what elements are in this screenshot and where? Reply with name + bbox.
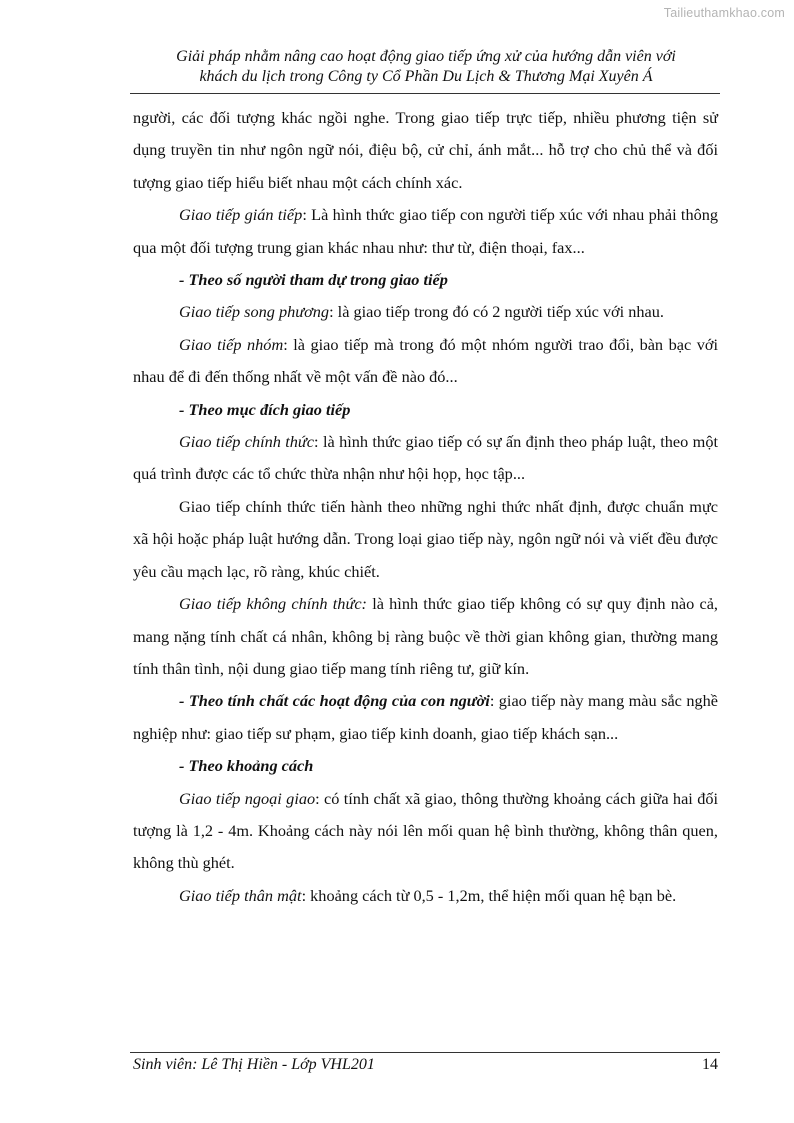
paragraph-10 bbox=[133, 880, 718, 912]
paragraph-9-text: : có tính chất xã giao, thông thường khoảng cách giữa hai đối tượng là 1,2 - 4m. Khoảng cách này nói lên mối quan hệ bình thường, không thân quen, không thù ghét. bbox=[133, 788, 718, 873]
paragraph-1: người, các đối tượng khác ngồi nghe. Trong giao tiếp trực tiếp, nhiều phương tiện sử dụng truyền tin như ngôn ngữ nói, điệu bộ, cử chỉ, ánh mắt... hỗ trợ cho chủ thể và đối tượng giao tiếp hiểu biết nhau một cách chính xác. bbox=[133, 108, 718, 192]
paragraph-2 bbox=[133, 199, 718, 264]
term-bilateral: Giao tiếp song phương bbox=[179, 302, 330, 322]
header-divider bbox=[130, 93, 720, 94]
paragraph-2-text: : Là hình thức giao tiếp con người tiếp xúc với nhau phải thông qua một đối tượng trung gian khác nhau như: thư từ, điện thoại, fax... bbox=[133, 205, 719, 257]
heading-participants: - Theo số người tham dự trong giao tiếp bbox=[179, 270, 448, 290]
watermark: Tailieuthamkhao.com bbox=[663, 6, 785, 20]
paragraph-8 bbox=[133, 685, 718, 750]
paragraph-7 bbox=[133, 588, 718, 685]
header-line-1: Giải pháp nhằm nâng cao hoạt động giao tiếp ứng xử của hướng dẫn viên với bbox=[176, 48, 676, 65]
paragraph-4 bbox=[133, 329, 718, 394]
term-intimate: Giao tiếp thân mật bbox=[179, 885, 302, 905]
heading-activity-nature: - Theo tính chất các hoạt động của con người bbox=[179, 691, 490, 711]
document-body bbox=[133, 102, 718, 912]
paragraph-3-text: : là giao tiếp trong đó có 2 người tiếp xúc với nhau. bbox=[329, 302, 664, 322]
term-informal: Giao tiếp không chính thức: bbox=[179, 594, 367, 614]
term-formal: Giao tiếp chính thức bbox=[179, 432, 315, 452]
heading-distance: - Theo khoảng cách bbox=[179, 756, 314, 776]
term-group: Giao tiếp nhóm bbox=[179, 334, 284, 354]
term-diplomatic: Giao tiếp ngoại giao bbox=[179, 788, 316, 808]
paragraph-10-text: : khoảng cách từ 0,5 - 1,2m, thể hiện mối quan hệ bạn bè. bbox=[301, 885, 677, 905]
paragraph-4-text: : là giao tiếp mà trong đó một nhóm người trao đổi, bàn bạc với nhau để đi đến thống nhất về một vấn đề nào đó... bbox=[133, 334, 718, 387]
page-number: 14 bbox=[702, 1056, 718, 1073]
footer-divider bbox=[130, 1052, 720, 1053]
header-line-2: khách du lịch trong Công ty Cổ Phần Du Lịch & Thương Mại Xuyên Á bbox=[199, 68, 653, 85]
term-indirect: Giao tiếp gián tiếp bbox=[179, 205, 303, 225]
paragraph-5-text: : là hình thức giao tiếp có sự ấn định theo pháp luật, theo một quá trình được các tổ chức thừa nhận như hội họp, học tập... bbox=[133, 432, 718, 484]
footer-student: Sinh viên: Lê Thị Hiền - Lớp VHL201 bbox=[133, 1056, 375, 1073]
heading-purpose: - Theo mục đích giao tiếp bbox=[179, 399, 351, 419]
page-header bbox=[134, 47, 718, 87]
paragraph-9 bbox=[133, 783, 718, 880]
paragraph-7-text: là hình thức giao tiếp không có sự quy định nào cả, mang nặng tính chất cá nhân, không bị ràng buộc về thời gian không gian, thường mang tính thân tình, nội dung giao tiếp mang tính riêng tư, giữ kín. bbox=[133, 594, 718, 678]
paragraph-5 bbox=[133, 426, 718, 491]
paragraph-8-text: : giao tiếp này mang màu sắc nghề nghiệp như: giao tiếp sư phạm, giao tiếp kinh doanh, giao tiếp khách sạn... bbox=[133, 691, 718, 743]
paragraph-6: Giao tiếp chính thức tiến hành theo những nghi thức nhất định, được chuẩn mực xã hội hoặc pháp luật hướng dẫn. Trong loại giao tiếp này, ngôn ngữ nói và viết đều được yêu cầu mạch lạc, rõ ràng, khúc chiết. bbox=[133, 496, 718, 581]
paragraph-3 bbox=[133, 296, 718, 328]
